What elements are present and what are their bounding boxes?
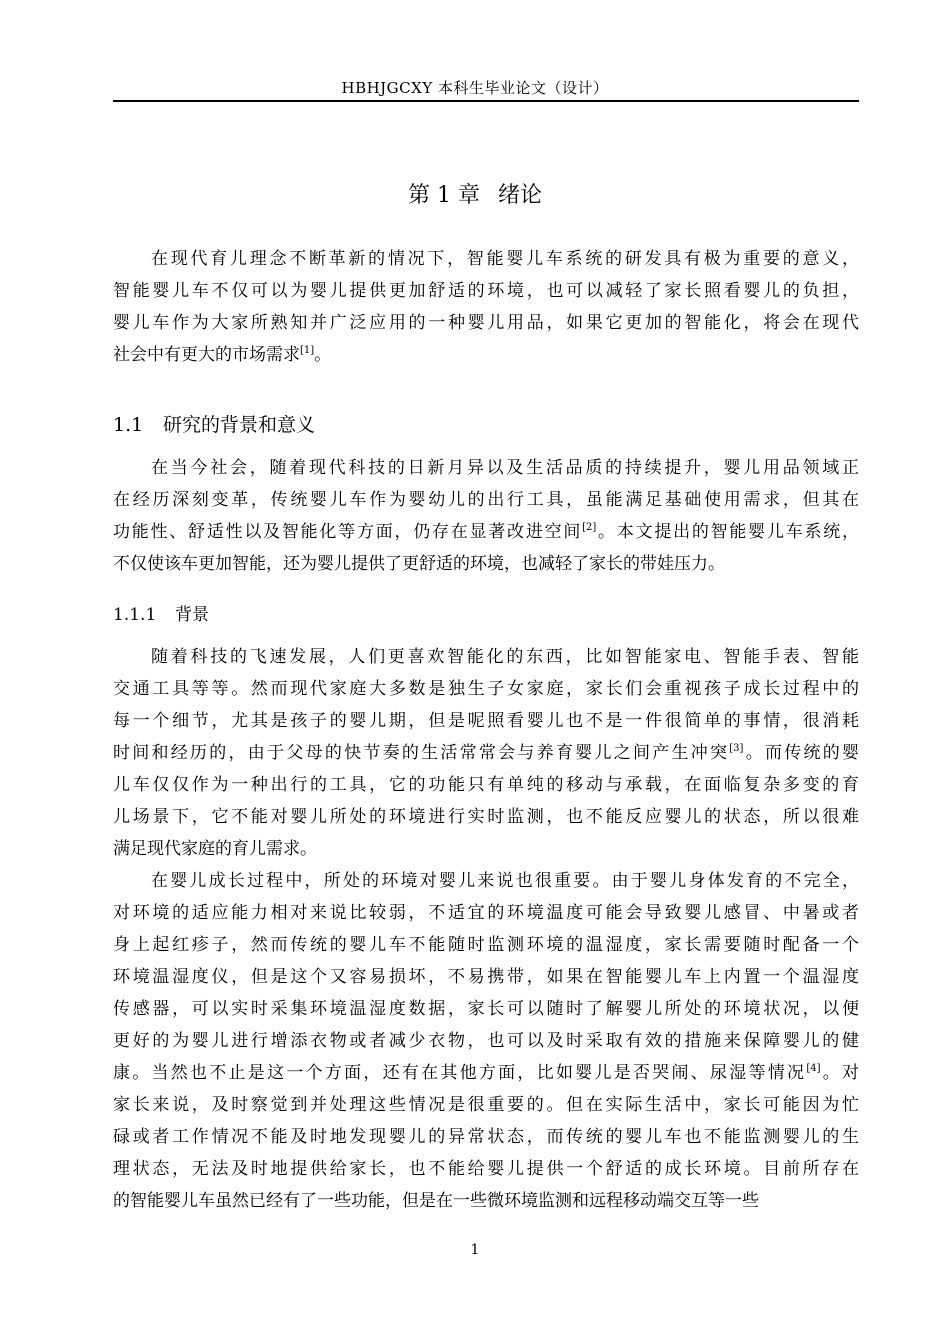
citation-ref: [4] [806,1063,821,1074]
paragraph-line: 不仅使该车更加智能，还为婴儿提供了更舒适的环境，也减轻了家长的带娃压力。 [113,554,725,574]
paragraph-line: 传感器，可以实时采集环境温湿度数据，家长可以随时了解婴儿所处的环境状况，以便 [113,999,859,1019]
header-rule [113,100,859,102]
paragraph-line: 在经历深刻变革，传统婴儿车作为婴幼儿的出行工具，虽能满足基础使用需求，但其在 [113,490,859,510]
paragraph-line: 儿场景下，它不能对婴儿所处的环境进行实时监测，也不能反应婴儿的状态，所以很难 [113,807,859,827]
intro-paragraph [113,243,859,371]
paragraph-line: 随着科技的飞速发展，人们更喜欢智能化的东西，比如智能家电、智能手表、智能 [151,647,859,667]
chapter-number: 第 1 章 [408,183,480,208]
line-text: 。本文提出的智能婴儿车系统， [596,522,860,542]
paragraph-line: 婴儿车作为大家所熟知并广泛应用的一种婴儿用品，如果它更加的智能化，将会在现代 [113,313,859,333]
paragraph-line: 环境温湿度仪，但是这个又容易损坏，不易携带，如果在智能婴儿车上内置一个温湿度 [113,967,859,987]
paragraph-line [113,737,859,769]
background-paragraph-1 [113,641,859,865]
section-number: 1.1 [113,414,144,436]
paragraph-line: 智能婴儿车不仅可以为婴儿提供更加舒适的环境，也可以减轻了家长照看婴儿的负担， [113,281,859,301]
section-number: 1.1.1 [113,605,157,625]
chapter-name: 绪论 [497,183,542,208]
paragraph-line: 更好的为婴儿进行增添衣物或者减少衣物，也可以及时采取有效的措施来保障婴儿的健 [113,1031,859,1051]
paragraph-line: 在现代育儿理念不断革新的情况下，智能婴儿车系统的研发具有极为重要的意义， [151,249,859,269]
line-text: 社会中有更大的市场需求 [113,345,300,365]
section-title: 研究的背景和意义 [163,414,316,436]
chapter-title [0,178,950,209]
page-header-title: HBHJGCXY 本科生毕业论文（设计） [341,79,609,97]
background-paragraph-2 [113,865,859,1217]
line-text: 康。当然也不止是这一个方面，还有在其他方面，比如婴儿是否哭闹、尿湿等情况 [113,1063,807,1083]
paragraph-line: 在婴儿成长过程中，所处的环境对婴儿来说也很重要。由于婴儿身体发育的不完全， [151,871,859,891]
section-heading-1-1 [113,410,315,437]
paragraph-line [113,1057,859,1089]
background-significance-paragraph [113,452,859,580]
citation-ref: [3] [729,743,744,754]
citation-ref: [1] [300,345,315,356]
paragraph-line: 的智能婴儿车虽然已经有了一些功能，但是在一些微环境监测和远程移动端交互等一些 [113,1191,759,1211]
paragraph-line [113,516,859,548]
paragraph-line: 在当今社会，随着现代科技的日新月异以及生活品质的持续提升，婴儿用品领域正 [151,458,859,478]
section-heading-1-1-1 [113,600,209,625]
line-text: 。而传统的婴 [743,743,860,763]
line-text: 。对 [820,1063,860,1083]
line-text: 时间和经历的，由于父母的快节奏的生活常常会与养育婴儿之间产生冲突 [113,743,730,763]
section-title: 背景 [175,605,209,625]
page-number: 1 [470,1242,480,1258]
citation-ref: [2] [582,522,597,533]
paragraph-line: 满足现代家庭的育儿需求。 [113,839,317,859]
paragraph-line: 对环境的适应能力相对来说比较弱，不适宜的环境温度可能会导致婴儿感冒、中暑或者 [113,903,859,923]
paragraph-line: 理状态，无法及时地提供给家长，也不能给婴儿提供一个舒适的成长环境。目前所存在 [113,1159,859,1179]
paragraph-line: 身上起红疹子，然而传统的婴儿车不能随时监测环境的温湿度，家长需要随时配备一个 [113,935,859,955]
paragraph-line: 碌或者工作情况不能及时地发现婴儿的异常状态，而传统的婴儿车也不能监测婴儿的生 [113,1127,859,1147]
paragraph-line: 家长来说，及时察觉到并处理这些情况是很重要的。但在实际生活中，家长可能因为忙 [113,1095,859,1115]
line-text: 功能性、舒适性以及智能化等方面，仍存在显著改进空间 [113,522,583,542]
line-text: 。 [314,345,332,365]
paragraph-line: 每一个细节，尤其是孩子的婴儿期，但是呢照看婴儿也不是一件很简单的事情，很消耗 [113,711,859,731]
paragraph-line: 儿车仅仅作为一种出行的工具，它的功能只有单纯的移动与承载，在面临复杂多变的育 [113,775,859,795]
paragraph-line [113,339,859,371]
paragraph-line: 交通工具等等。然而现代家庭大多数是独生子女家庭，家长们会重视孩子成长过程中的 [113,679,859,699]
